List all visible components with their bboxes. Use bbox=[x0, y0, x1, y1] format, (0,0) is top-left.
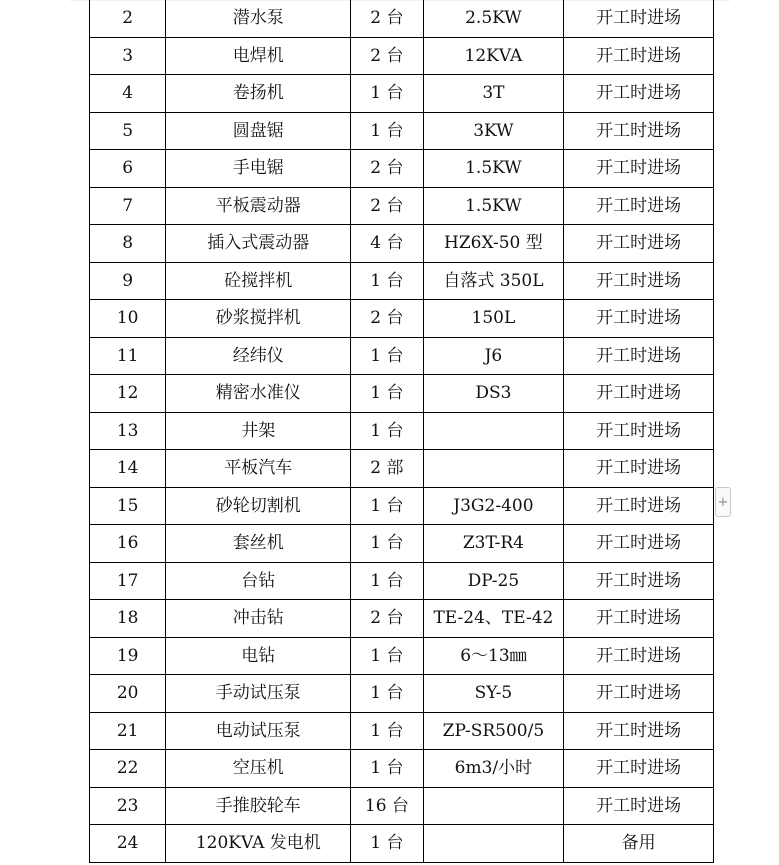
entry-time-cell: 开工时进场 bbox=[564, 487, 714, 525]
add-row-button[interactable]: + bbox=[715, 487, 731, 517]
equipment-name-cell: 平板震动器 bbox=[166, 187, 351, 225]
entry-time-cell: 开工时进场 bbox=[564, 787, 714, 825]
spec-cell bbox=[423, 450, 564, 488]
quantity-cell: 1 台 bbox=[351, 750, 423, 788]
entry-time-cell: 开工时进场 bbox=[564, 750, 714, 788]
row-number-cell: 23 bbox=[90, 787, 166, 825]
equipment-name-cell: 电钻 bbox=[166, 637, 351, 675]
row-number-cell: 21 bbox=[90, 712, 166, 750]
entry-time-cell: 开工时进场 bbox=[564, 600, 714, 638]
table-row bbox=[90, 450, 714, 488]
equipment-table bbox=[89, 0, 714, 863]
spec-cell: 12KVA bbox=[423, 37, 564, 75]
table-row bbox=[90, 37, 714, 75]
row-number-cell: 9 bbox=[90, 262, 166, 300]
quantity-cell: 2 部 bbox=[351, 450, 423, 488]
quantity-cell: 2 台 bbox=[351, 150, 423, 188]
row-number-cell: 6 bbox=[90, 150, 166, 188]
table-row bbox=[90, 525, 714, 563]
table-row bbox=[90, 262, 714, 300]
equipment-name-cell: 电动试压泵 bbox=[166, 712, 351, 750]
row-number-cell: 18 bbox=[90, 600, 166, 638]
row-number-cell: 3 bbox=[90, 37, 166, 75]
spec-cell: 1.5KW bbox=[423, 187, 564, 225]
entry-time-cell: 开工时进场 bbox=[564, 0, 714, 37]
equipment-name-cell: 平板汽车 bbox=[166, 450, 351, 488]
spec-cell: ZP-SR500/5 bbox=[423, 712, 564, 750]
quantity-cell: 1 台 bbox=[351, 712, 423, 750]
equipment-name-cell: 空压机 bbox=[166, 750, 351, 788]
quantity-cell: 1 台 bbox=[351, 525, 423, 563]
spec-cell: 6～13㎜ bbox=[423, 637, 564, 675]
row-number-cell: 2 bbox=[90, 0, 166, 37]
row-number-cell: 19 bbox=[90, 637, 166, 675]
row-number-cell: 11 bbox=[90, 337, 166, 375]
equipment-name-cell: 手电锯 bbox=[166, 150, 351, 188]
equipment-table-body bbox=[90, 0, 714, 862]
quantity-cell: 2 台 bbox=[351, 37, 423, 75]
row-number-cell: 20 bbox=[90, 675, 166, 713]
entry-time-cell: 开工时进场 bbox=[564, 525, 714, 563]
quantity-cell: 1 台 bbox=[351, 112, 423, 150]
row-number-cell: 12 bbox=[90, 375, 166, 413]
quantity-cell: 16 台 bbox=[351, 787, 423, 825]
quantity-cell: 1 台 bbox=[351, 375, 423, 413]
entry-time-cell: 开工时进场 bbox=[564, 712, 714, 750]
equipment-name-cell: 插入式震动器 bbox=[166, 225, 351, 263]
equipment-name-cell: 卷扬机 bbox=[166, 75, 351, 113]
equipment-name-cell: 经纬仪 bbox=[166, 337, 351, 375]
equipment-name-cell: 圆盘锯 bbox=[166, 112, 351, 150]
table-row bbox=[90, 712, 714, 750]
row-number-cell: 10 bbox=[90, 300, 166, 338]
entry-time-cell: 开工时进场 bbox=[564, 187, 714, 225]
table-row bbox=[90, 375, 714, 413]
spec-cell: Z3T-R4 bbox=[423, 525, 564, 563]
table-row bbox=[90, 825, 714, 863]
equipment-name-cell: 砼搅拌机 bbox=[166, 262, 351, 300]
quantity-cell: 2 台 bbox=[351, 187, 423, 225]
spec-cell: 1.5KW bbox=[423, 150, 564, 188]
spec-cell: 3T bbox=[423, 75, 564, 113]
quantity-cell: 1 台 bbox=[351, 562, 423, 600]
table-row bbox=[90, 600, 714, 638]
entry-time-cell: 开工时进场 bbox=[564, 37, 714, 75]
equipment-name-cell: 潜水泵 bbox=[166, 0, 351, 37]
equipment-name-cell: 电焊机 bbox=[166, 37, 351, 75]
entry-time-cell: 开工时进场 bbox=[564, 112, 714, 150]
table-row bbox=[90, 637, 714, 675]
spec-cell: SY-5 bbox=[423, 675, 564, 713]
row-number-cell: 17 bbox=[90, 562, 166, 600]
table-row bbox=[90, 487, 714, 525]
table-row bbox=[90, 337, 714, 375]
entry-time-cell: 开工时进场 bbox=[564, 262, 714, 300]
entry-time-cell: 开工时进场 bbox=[564, 450, 714, 488]
spec-cell: TE-24、TE-42 bbox=[423, 600, 564, 638]
quantity-cell: 1 台 bbox=[351, 262, 423, 300]
equipment-name-cell: 套丝机 bbox=[166, 525, 351, 563]
spec-cell: DP-25 bbox=[423, 562, 564, 600]
table-row bbox=[90, 150, 714, 188]
quantity-cell: 1 台 bbox=[351, 825, 423, 863]
row-number-cell: 14 bbox=[90, 450, 166, 488]
quantity-cell: 1 台 bbox=[351, 487, 423, 525]
spec-cell: J3G2-400 bbox=[423, 487, 564, 525]
table-row bbox=[90, 0, 714, 37]
spec-cell: J6 bbox=[423, 337, 564, 375]
table-row bbox=[90, 75, 714, 113]
entry-time-cell: 开工时进场 bbox=[564, 637, 714, 675]
row-number-cell: 16 bbox=[90, 525, 166, 563]
entry-time-cell: 开工时进场 bbox=[564, 337, 714, 375]
quantity-cell: 1 台 bbox=[351, 637, 423, 675]
spec-cell bbox=[423, 412, 564, 450]
entry-time-cell: 开工时进场 bbox=[564, 412, 714, 450]
quantity-cell: 2 台 bbox=[351, 0, 423, 37]
quantity-cell: 1 台 bbox=[351, 337, 423, 375]
spec-cell: HZ6X-50 型 bbox=[423, 225, 564, 263]
table-row bbox=[90, 412, 714, 450]
entry-time-cell: 开工时进场 bbox=[564, 300, 714, 338]
entry-time-cell: 开工时进场 bbox=[564, 150, 714, 188]
table-row bbox=[90, 112, 714, 150]
row-number-cell: 8 bbox=[90, 225, 166, 263]
table-row bbox=[90, 225, 714, 263]
table-row bbox=[90, 562, 714, 600]
row-number-cell: 5 bbox=[90, 112, 166, 150]
equipment-name-cell: 砂轮切割机 bbox=[166, 487, 351, 525]
table-row bbox=[90, 787, 714, 825]
entry-time-cell: 开工时进场 bbox=[564, 562, 714, 600]
row-number-cell: 24 bbox=[90, 825, 166, 863]
quantity-cell: 4 台 bbox=[351, 225, 423, 263]
table-row bbox=[90, 750, 714, 788]
quantity-cell: 1 台 bbox=[351, 412, 423, 450]
spec-cell: DS3 bbox=[423, 375, 564, 413]
equipment-name-cell: 井架 bbox=[166, 412, 351, 450]
equipment-name-cell: 120KVA 发电机 bbox=[166, 825, 351, 863]
quantity-cell: 2 台 bbox=[351, 600, 423, 638]
quantity-cell: 2 台 bbox=[351, 300, 423, 338]
equipment-name-cell: 冲击钻 bbox=[166, 600, 351, 638]
spec-cell bbox=[423, 787, 564, 825]
spec-cell: 3KW bbox=[423, 112, 564, 150]
spec-cell bbox=[423, 825, 564, 863]
equipment-name-cell: 台钻 bbox=[166, 562, 351, 600]
equipment-name-cell: 精密水准仪 bbox=[166, 375, 351, 413]
entry-time-cell: 开工时进场 bbox=[564, 75, 714, 113]
equipment-name-cell: 手推胶轮车 bbox=[166, 787, 351, 825]
quantity-cell: 1 台 bbox=[351, 75, 423, 113]
spec-cell: 2.5KW bbox=[423, 0, 564, 37]
row-number-cell: 4 bbox=[90, 75, 166, 113]
table-row bbox=[90, 300, 714, 338]
spec-cell: 自落式 350L bbox=[423, 262, 564, 300]
row-number-cell: 13 bbox=[90, 412, 166, 450]
row-number-cell: 15 bbox=[90, 487, 166, 525]
spec-cell: 150L bbox=[423, 300, 564, 338]
row-number-cell: 7 bbox=[90, 187, 166, 225]
entry-time-cell: 开工时进场 bbox=[564, 375, 714, 413]
row-number-cell: 22 bbox=[90, 750, 166, 788]
equipment-name-cell: 手动试压泵 bbox=[166, 675, 351, 713]
equipment-name-cell: 砂浆搅拌机 bbox=[166, 300, 351, 338]
table-row bbox=[90, 675, 714, 713]
quantity-cell: 1 台 bbox=[351, 675, 423, 713]
entry-time-cell: 开工时进场 bbox=[564, 225, 714, 263]
entry-time-cell: 备用 bbox=[564, 825, 714, 863]
table-row bbox=[90, 187, 714, 225]
entry-time-cell: 开工时进场 bbox=[564, 675, 714, 713]
spec-cell: 6m3/小时 bbox=[423, 750, 564, 788]
